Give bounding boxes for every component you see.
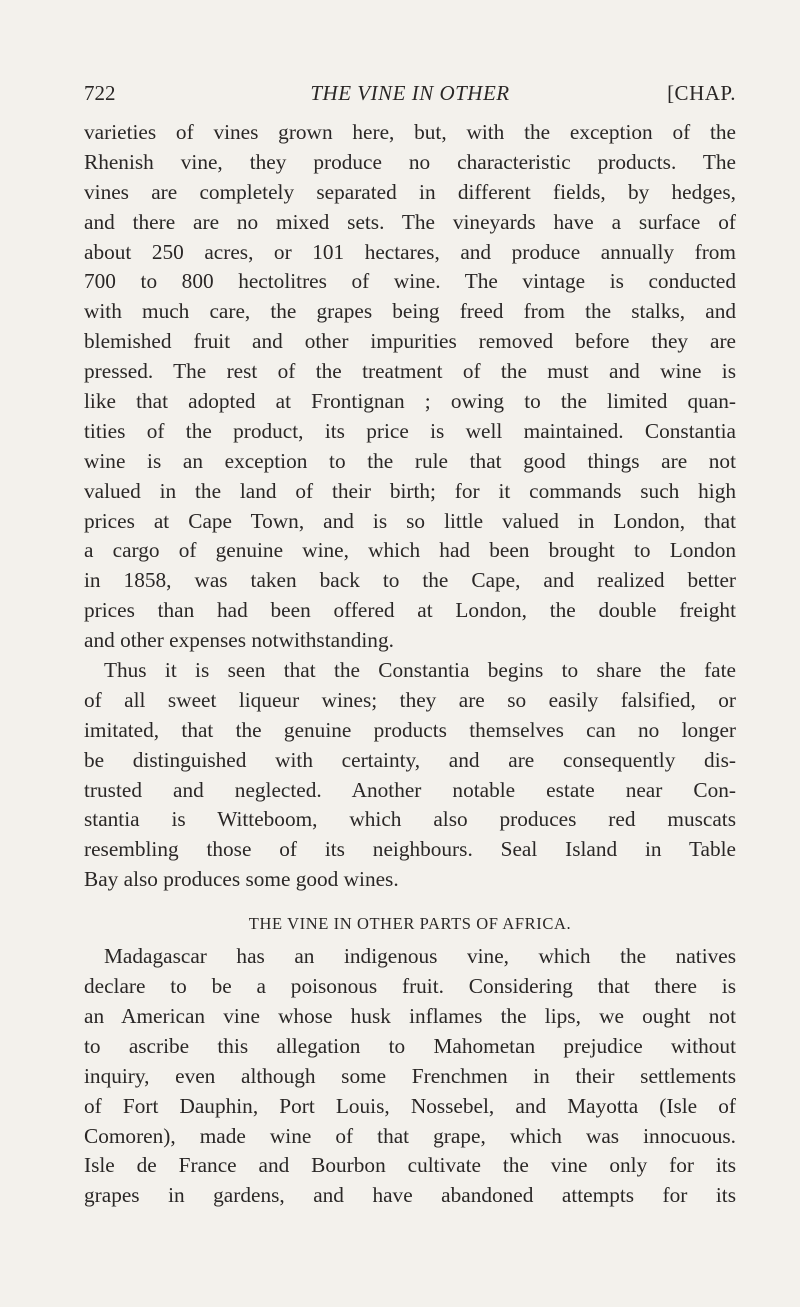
text-line: Madagascar has an indigenous vine, which the natives (104, 944, 736, 969)
running-head (84, 78, 736, 108)
page-number: 722 (84, 81, 116, 105)
text-line: Thus it is seen that the Constantia begins to share the fate (104, 658, 736, 683)
text-line: grapes in gardens, and have abandoned attempts for its (84, 1183, 736, 1208)
text-line: be distinguished with certainty, and are consequently dis- (84, 747, 736, 772)
text-line: declare to be a poisonous fruit. Considering that there is (84, 974, 736, 999)
paragraph-1 (84, 118, 736, 656)
text-line: about 250 acres, or 101 hectares, and produce annually from (84, 239, 736, 264)
text-line: in 1858, was taken back to the Cape, and realized better (84, 568, 736, 593)
chapter-marker: [CHAP. (667, 81, 736, 105)
text-line: Isle de France and Bourbon cultivate the vine only for its (84, 1153, 736, 1178)
text-line: and other expenses notwithstanding. (84, 628, 394, 653)
text-line: stantia is Witteboom, which also produces red muscats (84, 807, 736, 832)
text-line: Comoren), made wine of that grape, which was innocuous. (84, 1123, 736, 1148)
text-line: of Fort Dauphin, Port Louis, Nossebel, and Mayotta (Isle of (84, 1093, 736, 1118)
text-line: and there are no mixed sets. The vineyards have a surface of (84, 209, 736, 234)
section-heading: THE VINE IN OTHER PARTS OF AFRICA. (248, 914, 572, 934)
text-line: resembling those of its neighbours. Seal Island in Table (84, 837, 736, 862)
text-line: valued in the land of their birth; for it commands such high (84, 478, 736, 503)
text-line: trusted and neglected. Another notable estate near Con- (84, 777, 736, 802)
body-text (84, 118, 736, 1211)
text-line: wine is an exception to the rule that good things are not (84, 448, 736, 473)
text-line: imitated, that the genuine products themselves can no longer (84, 717, 736, 742)
text-line: like that adopted at Frontignan ; owing to the limited quan- (84, 389, 736, 414)
text-line: to ascribe this allegation to Mahometan prejudice without (84, 1033, 736, 1058)
text-line: a cargo of genuine wine, which had been brought to London (84, 538, 736, 563)
text-line: prices at Cape Town, and is so little valued in London, that (84, 508, 736, 533)
text-line: vines are completely separated in different fields, by hedges, (84, 179, 736, 204)
text-line: blemished fruit and other impurities removed before they are (84, 329, 736, 354)
paragraph-2 (84, 656, 736, 895)
paragraph-3 (84, 942, 736, 1211)
text-line: with much care, the grapes being freed from the stalks, and (84, 299, 736, 324)
text-line: varieties of vines grown here, but, with the exception of the (84, 120, 736, 144)
text-line: of all sweet liqueur wines; they are so easily falsified, or (84, 687, 736, 712)
text-line: an American vine whose husk inflames the lips, we ought not (84, 1003, 736, 1028)
text-line: pressed. The rest of the treatment of the must and wine is (84, 359, 736, 384)
text-line: prices than had been offered at London, the double freight (84, 598, 736, 623)
running-title: THE VINE IN OTHER (310, 81, 510, 105)
text-line: inquiry, even although some Frenchmen in their settlements (84, 1063, 736, 1088)
text-line: Rhenish vine, they produce no characteristic products. The (84, 149, 736, 174)
text-line: Bay also produces some good wines. (84, 867, 399, 892)
text-line: tities of the product, its price is well maintained. Constantia (84, 418, 736, 443)
text-line: 700 to 800 hectolitres of wine. The vintage is conducted (84, 269, 736, 294)
